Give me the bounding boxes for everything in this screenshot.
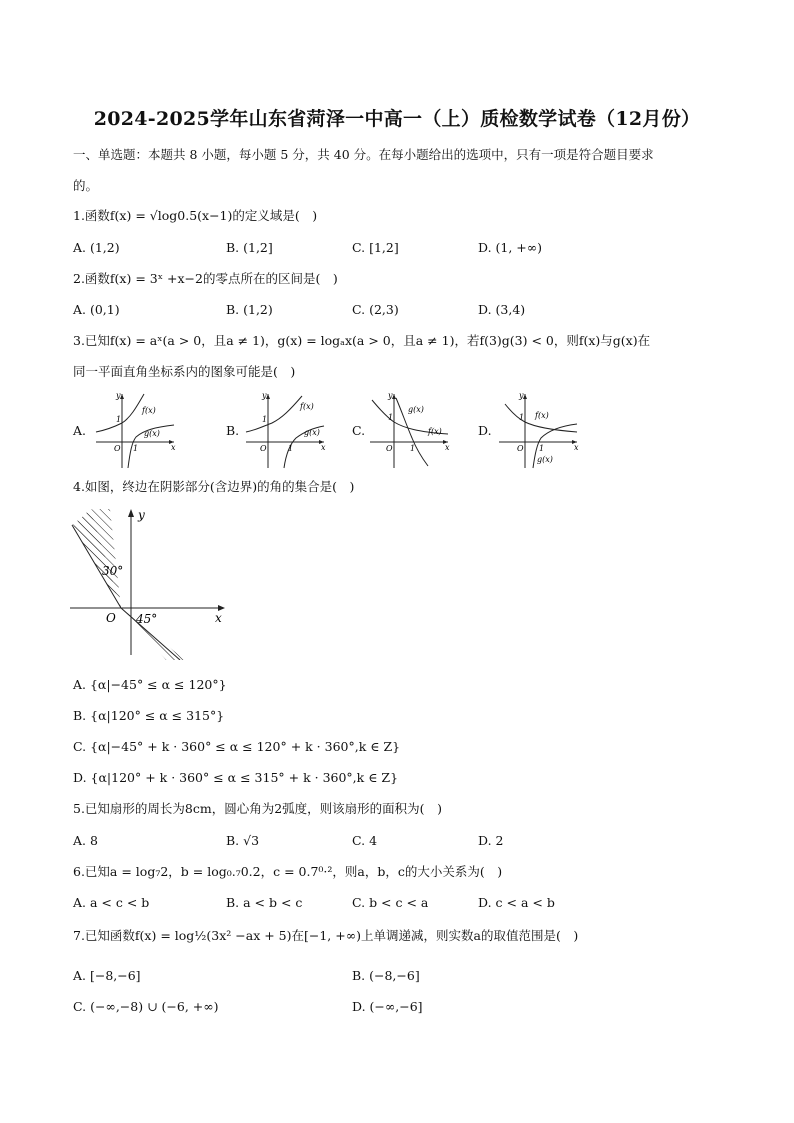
question-1-option-a: A. (1,2) — [73, 240, 120, 255]
figure-x-label: x — [215, 611, 222, 625]
graph-c-y-label: y — [388, 391, 393, 400]
graph-c-origin-label: O — [386, 444, 393, 453]
graph-d-x-label: x — [574, 443, 579, 452]
question-3-graph-d — [495, 390, 581, 470]
question-4-option-d: D. {α|120° + k · 360° ≤ α ≤ 315° + k · 360°,k ∈ Z} — [73, 770, 399, 785]
graph-c-g-label: g(x) — [408, 405, 424, 414]
question-6-option-c: C. b < c < a — [352, 895, 429, 910]
graph-a-g-label: g(x) — [144, 429, 160, 438]
section-heading-line2: 的。 — [73, 178, 99, 193]
question-5-option-a: A. 8 — [73, 833, 98, 848]
question-1-stem: 1.函数f(x) = √log0.5(x−1)的定义域是( ) — [73, 208, 318, 223]
graph-c-one-x: 1 — [410, 444, 416, 453]
graph-b-y-label: y — [262, 391, 267, 400]
question-5-option-b: B. √3 — [226, 833, 260, 848]
graph-b-origin-label: O — [260, 444, 267, 453]
graph-a-x-label: x — [171, 443, 176, 452]
graph-a-one-y: 1 — [116, 415, 122, 424]
question-2-option-d: D. (3,4) — [478, 302, 526, 317]
question-3-graph-b — [242, 390, 328, 470]
question-7-option-c: C. (−∞,−8) ∪ (−6, +∞) — [73, 999, 219, 1014]
question-3-graph-c — [366, 390, 452, 470]
question-5-option-c: C. 4 — [352, 833, 378, 848]
graph-a-f-label: f(x) — [142, 406, 156, 415]
graph-c-one-y: 1 — [388, 413, 394, 422]
question-4-stem: 4.如图，终边在阴影部分(含边界)的角的集合是( ) — [73, 479, 355, 494]
question-1-option-b: B. (1,2] — [226, 240, 273, 255]
question-5-option-d: D. 2 — [478, 833, 504, 848]
question-7-stem: 7.已知函数f(x) = log½(3x² −ax + 5)在[−1, +∞)上单调递减，则实数a的取值范围是( ) — [73, 928, 579, 943]
exam-title: 2024-2025学年山东省菏泽一中高一（上）质检数学试卷（12月份） — [93, 108, 701, 130]
graph-d-g-label: g(x) — [537, 455, 553, 464]
question-4-figure — [70, 505, 230, 660]
graph-b-one-x: 1 — [288, 444, 294, 453]
question-6-option-b: B. a < b < c — [226, 895, 303, 910]
question-2-option-c: C. (2,3) — [352, 302, 399, 317]
graph-a-one-x: 1 — [133, 444, 139, 453]
graph-b-g-label: g(x) — [304, 428, 320, 437]
question-3-graph-a — [92, 390, 178, 470]
question-4-option-b: B. {α|120° ≤ α ≤ 315°} — [73, 708, 225, 723]
figure-y-label: y — [138, 508, 145, 522]
graph-d-y-label: y — [519, 391, 524, 400]
question-6-option-d: D. c < a < b — [478, 895, 555, 910]
question-6-option-a: A. a < c < b — [73, 895, 150, 910]
question-2-option-b: B. (1,2) — [226, 302, 273, 317]
question-6-stem: 6.已知a = log₇2，b = log₀.₇0.2，c = 0.7⁰·²，则a，b，c的大小关系为( ) — [73, 864, 503, 879]
graph-c-f-label: f(x) — [428, 427, 442, 436]
graph-a-origin-label: O — [114, 444, 121, 453]
graph-b-x-label: x — [321, 443, 326, 452]
graph-a-y-label: y — [116, 391, 121, 400]
question-3-stem-line2: 同一平面直角坐标系内的图象可能是( ) — [73, 364, 296, 379]
graph-d-f-label: f(x) — [535, 411, 549, 420]
question-4-option-c: C. {α|−45° + k · 360° ≤ α ≤ 120° + k · 360°,k ∈ Z} — [73, 739, 401, 754]
question-3-option-a-label: A. — [73, 423, 87, 438]
question-1-option-c: C. [1,2] — [352, 240, 399, 255]
question-3-option-b-label: B. — [226, 423, 240, 438]
figure-origin-label: O — [106, 611, 116, 625]
question-3-option-c-label: C. — [352, 423, 366, 438]
question-7-option-a: A. [−8,−6] — [73, 968, 141, 983]
question-1-option-d: D. (1, +∞) — [478, 240, 543, 255]
graph-b-f-label: f(x) — [300, 402, 314, 411]
question-5-stem: 5.已知扇形的周长为8cm，圆心角为2弧度，则该扇形的面积为( ) — [73, 801, 442, 816]
question-2-option-a: A. (0,1) — [73, 302, 120, 317]
graph-d-origin-label: O — [517, 444, 524, 453]
graph-d-one-y: 1 — [519, 413, 525, 422]
section-heading-line1: 一、单选题：本题共 8 小题，每小题 5 分，共 40 分。在每小题给出的选项中，只有一项是符合题目要求 — [73, 147, 654, 162]
graph-b-one-y: 1 — [262, 415, 268, 424]
graph-d-one-x: 1 — [539, 444, 545, 453]
figure-angle-45: 45° — [136, 612, 158, 626]
question-4-option-a: A. {α|−45° ≤ α ≤ 120°} — [73, 677, 227, 692]
figure-angle-30: 30° — [102, 564, 124, 578]
question-2-stem: 2.函数f(x) = 3ˣ +x−2的零点所在的区间是( ) — [73, 271, 338, 286]
question-3-stem-line1: 3.已知f(x) = aˣ(a > 0，且a ≠ 1)，g(x) = logₐx(a > 0，且a ≠ 1)，若f(3)g(3) < 0，则f(x)与g(x)在 — [73, 333, 651, 348]
graph-c-x-label: x — [445, 443, 450, 452]
question-7-option-b: B. (−8,−6] — [352, 968, 420, 983]
question-3-option-d-label: D. — [478, 423, 492, 438]
question-7-option-d: D. (−∞,−6] — [352, 999, 423, 1014]
